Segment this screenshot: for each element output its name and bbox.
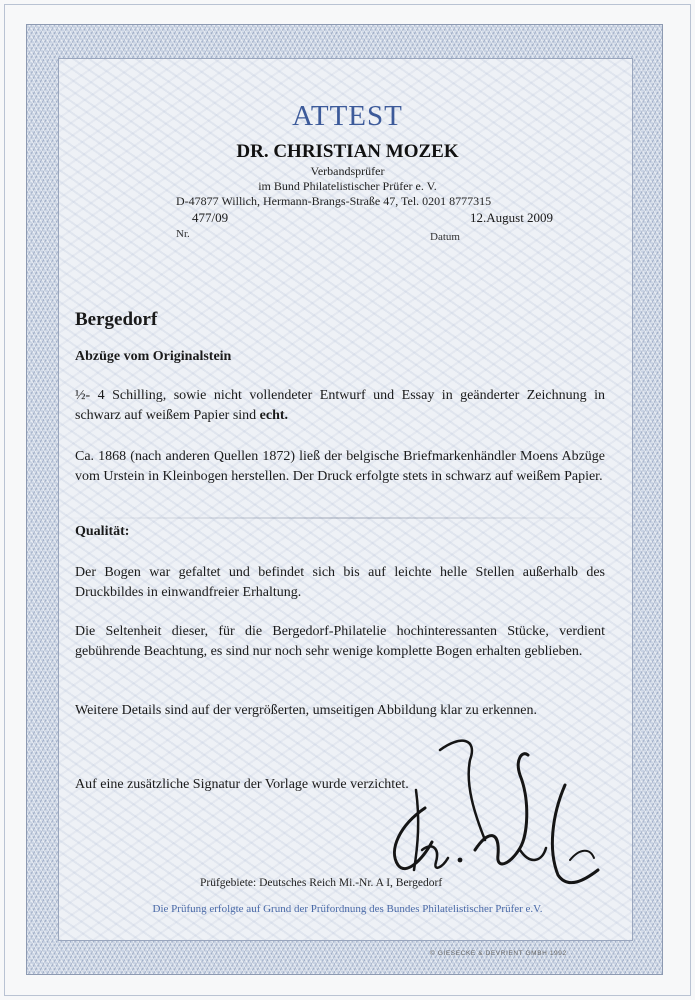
expert-address: D-47877 Willich, Hermann-Brangs-Straße 47, Tel. 0201 8777315 [176,194,492,208]
handwritten-signature [370,730,620,890]
expert-association: im Bund Philatelistischer Prüfer e. V. [258,179,437,193]
printer-imprint: © GIESECKE & DEVRIENT GMBH 1992 [430,950,567,957]
expert-role: Verbandsprüfer [310,164,385,178]
quality-heading: Qualität: [75,524,130,539]
expert-name: DR. CHRISTIAN MOZEK [236,141,459,162]
pruefordnung-line: Die Prüfung erfolgte auf Grund der Prüfordnung des Bundes Philatelistischer Prüfer e.V. [152,903,543,915]
certificate-number: 477/09 [192,210,229,225]
details-paragraph: Weitere Details sind auf der vergrößerten, umseitigen Abbildung klar zu erkennen. [75,703,538,718]
signature-note: Auf eine zusätzliche Signatur der Vorlage wurde verzichtet. [75,777,409,792]
fold-line [58,517,633,519]
rarity-paragraph: Die Seltenheit dieser, für die Bergedorf-Philatelie hochinteressanten Stücke, verdient gebührende Beachtung, es sind nur noch sehr wenige komplette Bogen erhalten geblieben. [75,624,605,659]
certificate-date-label: Datum [430,231,460,243]
subject-subtitle: Abzüge vom Originalstein [75,349,232,364]
certificate-number-label: Nr. [176,228,190,240]
verdict-emphasis: echt. [259,408,289,423]
verdict-paragraph [75,386,605,426]
pruefgebiete-line: Prüfgebiete: Deutsches Reich Mi.-Nr. A I, Bergedorf [200,877,443,889]
subject-heading: Bergedorf [75,309,158,330]
history-paragraph: Ca. 1868 (nach anderen Quellen 1872) ließ der belgische Briefmarkenhändler Moens Abzüge vom Urstein in Kleinbogen herstellen. Der Druck erfolgte stets in schwarz auf weißem Papier. [75,449,605,484]
quality-paragraph: Der Bogen war gefaltet und befindet sich bis auf leichte helle Stellen außerhalb des Druckbildes in einwandfreier Erhaltung. [75,565,605,600]
certificate-date: 12.August 2009 [470,210,554,225]
verdict-text: ½- 4 Schilling, sowie nicht vollendeter Entwurf und Essay in geänderter Zeichnung in schwarz auf weißem Papier sind [75,388,605,423]
document-title: ATTEST [292,100,403,132]
